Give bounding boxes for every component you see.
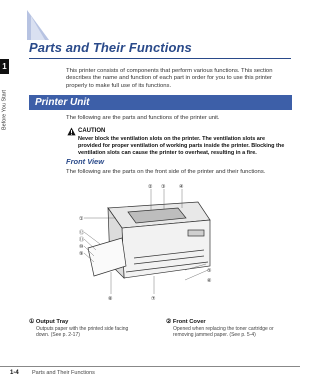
callout-7: ⑦ [151,296,156,302]
chapter-tab [0,59,9,74]
section-title: Printer Unit [35,97,90,108]
page-intro: This printer consists of components that perform various functions. This section describes the name and function of each part in order for you to use this printer properly to make full use of its functions. [66,68,273,89]
section-intro: The following are the parts and functions of the printer unit. [66,115,220,121]
subsection-title: Front View [66,157,105,166]
caution-icon [67,127,76,136]
caution-label: CAUTION [78,128,106,134]
part-description-output-tray [29,319,139,339]
callout-5: ⑤ [207,268,212,274]
part-desc: Outputs paper with the printed side facing down. (See p. 2-17) [36,326,129,339]
part-desc: Opened when replacing the toner cartridge or removing jammed paper. (See p. 5-4) [173,326,274,339]
callout-11: ⑪ [79,237,85,243]
callout-9: ⑨ [79,251,84,257]
title-rule [29,58,291,59]
chapter-corner-decoration [27,10,49,40]
callout-8: ⑧ [108,296,113,302]
footer-rule [0,366,300,367]
part-name: ② Front Cover [166,319,206,325]
callout-3: ③ [161,184,166,190]
printer-illustration [88,202,210,278]
callout-12: ⑫ [79,230,85,236]
page-number: 1-4 [10,370,19,376]
callout-10: ⑩ [79,244,84,250]
callout-2: ② [148,184,153,190]
printer-front-view-figure [60,180,230,305]
part-description-front-cover [166,319,276,339]
caution-text: Never block the ventilation slots on the printer. The ventilation slots are provided for proper ventilation of working parts inside the printer. Blocking the ventilation slots can cause the printer to overheat, resulting in a fire. [78,136,285,156]
footer-title: Parts and Their Functions [32,370,95,376]
chapter-number: 1 [2,62,7,71]
callout-1: ① [79,216,84,222]
page-title: Parts and Their Functions [29,40,192,55]
part-name: ① Output Tray [29,319,69,325]
callout-4: ④ [179,184,184,190]
chapter-label: Before You Start [1,89,8,131]
subsection-intro: The following are the parts on the front side of the printer and their functions. [66,169,266,175]
callout-6: ⑥ [207,278,212,284]
